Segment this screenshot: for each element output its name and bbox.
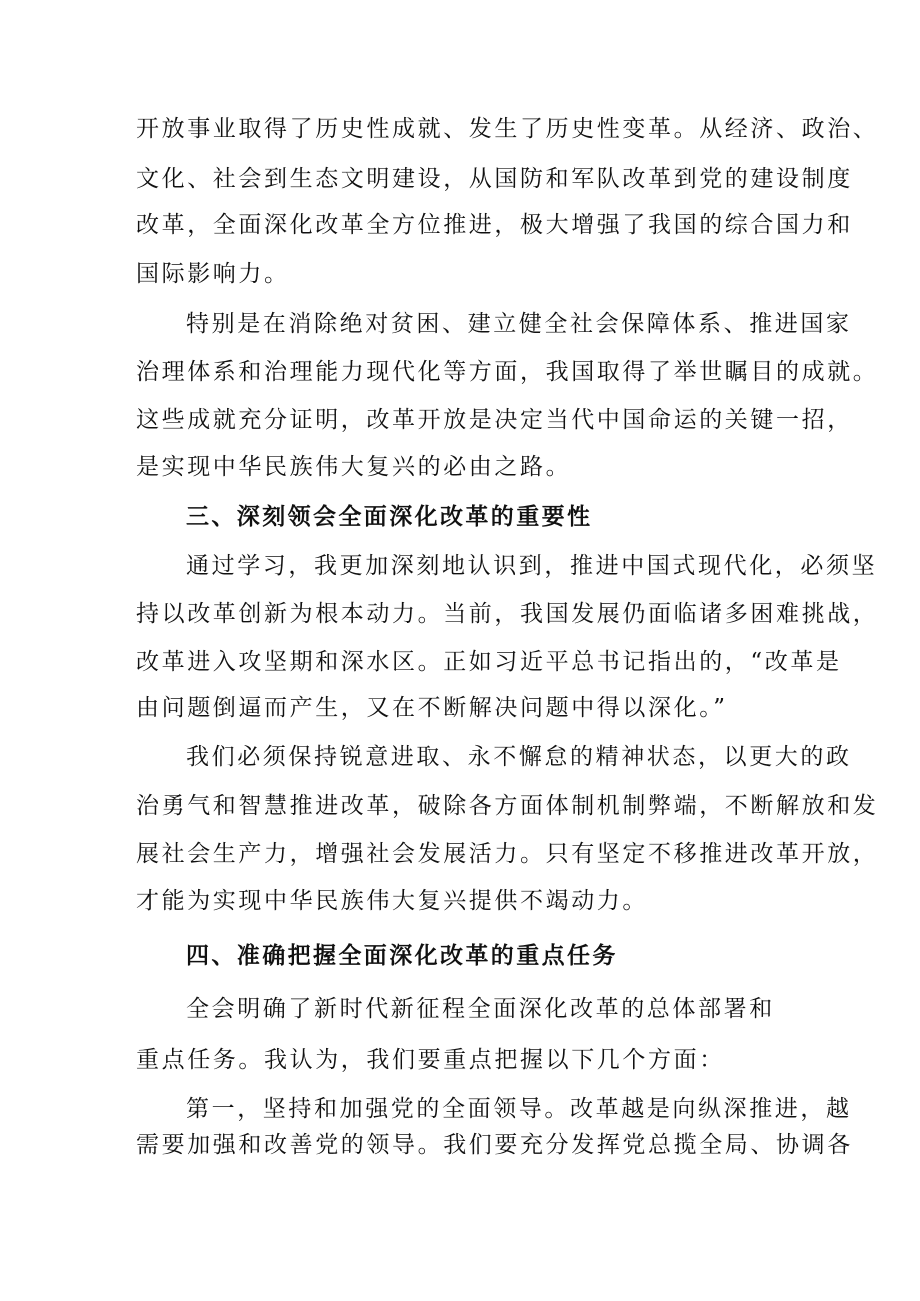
text-line: 改革进入攻坚期和深水区。正如习近平总书记指出的，“改革是 (136, 649, 842, 675)
text-line: 由问题倒逼而产生，又在不断解决问题中得以深化。” (136, 695, 728, 721)
text-line: 全会明确了新时代新征程全面深化改革的总体部署和 (186, 996, 775, 1022)
text-line: 文化、社会到生态文明建设，从国防和军队改革到党的建设制度 (136, 166, 853, 192)
text-line: 治勇气和智慧推进改革，破除各方面体制机制弊端，不断解放和发 (136, 793, 879, 819)
text-line: 展社会生产力，增强社会发展活力。只有坚定不移推进改革开放， (136, 841, 879, 867)
text-line: 持以改革创新为根本动力。当前，我国发展仍面临诸多困难挑战， (136, 601, 879, 627)
text-line: 需要加强和改善党的领导。我们要充分发挥党总揽全局、协调各 (136, 1132, 853, 1158)
section-heading-4: 四、准确把握全面深化改革的重点任务 (186, 943, 618, 969)
text-line: 重点任务。我认为，我们要重点把握以下几个方面： (136, 1047, 725, 1073)
section-heading-3: 三、深刻领会全面深化改革的重要性 (186, 504, 593, 530)
text-line: 我们必须保持锐意进取、永不懈怠的精神状态，以更大的政 (186, 744, 852, 770)
text-line: 治理体系和治理能力现代化等方面，我国取得了举世瞩目的成就。 (136, 359, 879, 385)
text-line: 通过学习，我更加深刻地认识到，推进中国式现代化，必须坚 (186, 553, 878, 579)
text-line: 开放事业取得了历史性成就、发生了历史性变革。从经济、政治、 (136, 116, 879, 142)
text-line: 是实现中华民族伟大复兴的必由之路。 (136, 454, 572, 480)
text-line: 才能为实现中华民族伟大复兴提供不竭动力。 (136, 888, 648, 914)
text-line: 国际影响力。 (136, 261, 290, 287)
text-line: 这些成就充分证明，改革开放是决定当代中国命运的关键一招， (136, 407, 853, 433)
text-line: 改革，全面深化改革全方位推进，极大增强了我国的综合国力和 (136, 212, 853, 238)
text-line: 第一，坚持和加强党的全面领导。改革越是向纵深推进，越 (186, 1096, 852, 1122)
text-line: 特别是在消除绝对贫困、建立健全社会保障体系、推进国家 (186, 311, 852, 337)
